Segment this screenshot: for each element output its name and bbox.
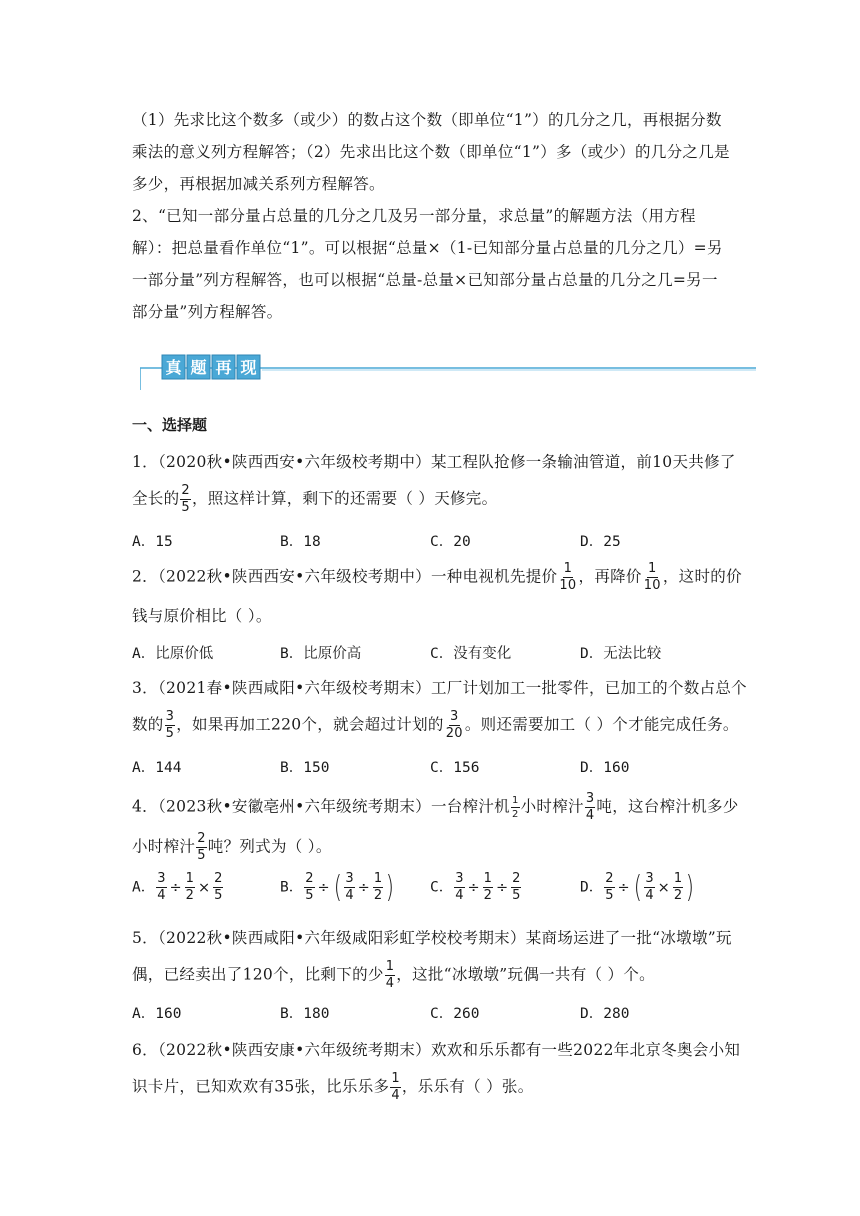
q4-option-b[interactable]: B． $\frac{2}{5}$ ÷ ( $\frac{3}{4}$ ÷ $\frac{1}{2}$ ) xyxy=(280,869,395,905)
q4-text-5: 吨？列式为（ ）。 xyxy=(207,837,332,856)
banner-char-2: 题 xyxy=(190,358,207,377)
q1-fraction: $\frac{2}{5}$ xyxy=(181,483,190,515)
banner-char-3: 再 xyxy=(215,358,232,377)
q3-text-2: ，如果再加工220个，就会超过计划的 xyxy=(176,715,444,734)
q5-option-a[interactable]: A．160 xyxy=(132,1006,182,1022)
q1-line-2 xyxy=(132,484,497,515)
q3-text: 数的 xyxy=(132,715,164,734)
q3-fraction-1: $\frac{3}{5}$ xyxy=(165,709,175,741)
q4-option-c[interactable]: C． $\frac{3}{4}$ ÷ $\frac{1}{2}$ ÷ $\frac{2}{5}$ xyxy=(430,871,521,903)
q1-option-b[interactable]: B．18 xyxy=(280,534,321,550)
q6-text: 识卡片，已知欢欢有35张，比乐乐多 xyxy=(132,1077,390,1096)
q2-text-3: ，这时的价 xyxy=(662,567,742,586)
q5-fraction: $\frac{1}{4}$ xyxy=(385,959,395,991)
q4-text-4: 小时榨汁 xyxy=(132,837,196,856)
q2-option-d[interactable]: D．无法比较 xyxy=(580,646,662,662)
q2-option-c[interactable]: C．没有变化 xyxy=(430,646,512,662)
q2-fraction-2: $\frac{1}{10}$ xyxy=(643,561,661,593)
q4-line-2 xyxy=(132,832,332,863)
q4-fraction-2: $\frac{3}{4}$ xyxy=(585,791,595,823)
banner-char-4: 现 xyxy=(240,358,257,377)
q4-text-2: 小时榨汁 xyxy=(520,797,584,816)
q2-option-a[interactable]: A．比原价低 xyxy=(132,646,214,662)
q3-fraction-2: $\frac{3}{20}$ xyxy=(445,709,463,741)
q6-text-2: ，乐乐有（ ）张。 xyxy=(401,1077,534,1096)
q5-option-d[interactable]: D．280 xyxy=(580,1006,630,1022)
q5-text: 偶，已经卖出了120个，比剩下的少 xyxy=(132,965,384,984)
q2-text: 2．（2022秋•陕西西安•六年级校考期中）一种电视机先提价 xyxy=(132,567,558,586)
q4-fraction-3: $\frac{2}{5}$ xyxy=(197,831,206,863)
q1-text-2: ，照这样计算，剩下的还需要（ ）天修完。 xyxy=(191,489,498,508)
q5-line-2 xyxy=(132,960,655,991)
q3-text-3: 。则还需要加工（ ）个才能完成任务。 xyxy=(464,715,739,734)
q1-option-c[interactable]: C．20 xyxy=(430,534,471,550)
q3-line-1: 3．（2021春•陕西咸阳•六年级校考期末）工厂计划加工一批零件，已加工的个数占总个 xyxy=(132,679,747,697)
q4-fraction-1: $\frac{1}{2}$ xyxy=(511,795,519,820)
q4-text-3: 吨，这台榨汁机多少 xyxy=(596,797,739,816)
q5-line-1: 5．（2022秋•陕西咸阳•六年级咸阳彩虹学校校考期末）某商场运进了一批“冰墩墩”玩 xyxy=(132,929,732,947)
q3-option-a[interactable]: A．144 xyxy=(132,760,182,776)
q4-line-1 xyxy=(132,792,739,823)
q2-fraction-1: $\frac{1}{10}$ xyxy=(559,561,577,593)
q1-text: 全长的 xyxy=(132,489,180,508)
q4-option-a[interactable]: A． $\frac{3}{4}$ ÷ $\frac{1}{2}$ × $\frac{2}{5}$ xyxy=(132,871,223,903)
q4-option-d[interactable]: D． $\frac{2}{5}$ ÷ ( $\frac{3}{4}$ × $\frac{1}{2}$ ) xyxy=(580,869,695,905)
q3-line-2 xyxy=(132,710,739,741)
intro-paragraph-2: 2、“已知一部分量占总量的几分之几及另一部分量，求总量”的解题方法（用方程解）：把总量看作单位“1”。可以根据“总量×（1-已知部分量占总量的几分之几）=另一部分量”列方程解答，也可以根据“总量-总量×已知部分量占总量的几分之几=另一部分量”列方程解答。 xyxy=(132,207,723,321)
q3-option-b[interactable]: B．150 xyxy=(280,760,330,776)
q6-line-2 xyxy=(132,1072,534,1103)
q2-line-1 xyxy=(132,562,742,593)
q6-fraction: $\frac{1}{4}$ xyxy=(391,1071,400,1103)
q3-option-d[interactable]: D．160 xyxy=(580,760,630,776)
section-banner xyxy=(140,350,756,390)
q6-line-1: 6．（2022秋•陕西安康•六年级统考期末）欢欢和乐乐都有一些2022年北京冬奥会小知 xyxy=(132,1041,741,1059)
section-title: 一、选择题 xyxy=(132,416,208,434)
banner-decoration xyxy=(140,350,756,390)
q1-option-d[interactable]: D．25 xyxy=(580,534,621,550)
q3-option-c[interactable]: C．156 xyxy=(430,760,480,776)
q1-option-a[interactable]: A．15 xyxy=(132,534,173,550)
q4-text: 4．（2023秋•安徽亳州•六年级统考期末）一台榨汁机 xyxy=(132,797,510,816)
intro-paragraph-1: （1）先求比这个数多（或少）的数占这个数（即单位“1”）的几分之几，再根据分数乘法的意义列方程解答；（2）先求出比这个数（即单位“1”）多（或少）的几分之几是多少，再根据加减关系列方程解答。 xyxy=(132,111,730,193)
q5-option-b[interactable]: B．180 xyxy=(280,1006,330,1022)
q2-option-b[interactable]: B．比原价高 xyxy=(280,646,362,662)
q2-line-2: 钱与原价相比（ ）。 xyxy=(132,607,272,625)
q5-option-c[interactable]: C．260 xyxy=(430,1006,480,1022)
q1-line-1: 1．（2020秋•陕西西安•六年级校考期中）某工程队抢修一条输油管道，前10天共修了 xyxy=(132,453,736,471)
q5-text-2: ，这批“冰墩墩”玩偶一共有（ ）个。 xyxy=(396,965,655,984)
q2-text-2: ，再降价 xyxy=(578,567,642,586)
banner-char-1: 真 xyxy=(165,358,182,377)
